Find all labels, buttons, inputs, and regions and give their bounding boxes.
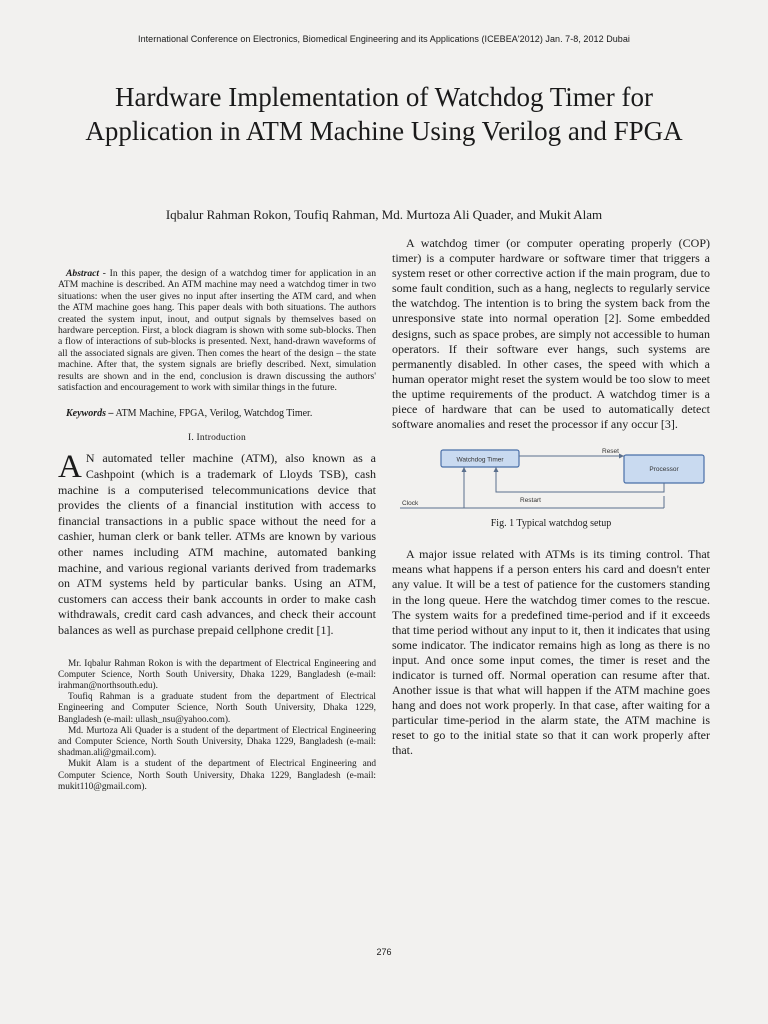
- figure-watchdog-setup: [392, 444, 710, 516]
- abstract-label: Abstract -: [66, 268, 106, 279]
- drop-cap: A: [58, 449, 82, 486]
- restart-arrow: [494, 467, 499, 472]
- clock-label: Clock: [402, 500, 419, 508]
- keywords-label: Keywords –: [66, 408, 114, 420]
- left-column: [58, 268, 376, 793]
- introduction-text: N automated teller machine (ATM), also known as a Cashpoint (which is a trademark of Lloyds TSB), cash machine is a computerised telecommunications device that provides the clients of a financial institution with access to financial transactions in a public space without the need for a cashier, human clerk or bank teller. ATMs are known by various other names including ATM machine, automated banking machine, and various regional variants derived from trademarks on ATM systems held by particular banks. Using an ATM, customers can access their bank accounts in order to make cash withdrawals, credit card cash advances, and check their account balances as well as purchase prepaid cellphone credit [1].: [58, 451, 376, 637]
- body-paragraph: A major issue related with ATMs is its timing control. That means what happens if a person enters his card and doesn't enter any value. It will be a test of patience for the customers standing in the long queue. Here the watchdog timer comes to the rescue. The system waits for a predefined time-period and if it exceeds that time period without any input to it, then it indicates that using some indicator. The indicator remains high as long as there is no input. And once some input comes, the timer is reset and the indicator is turned off. Normal operation can resume after that. Another issue is that what will happen if the ATM machine goes hang and does not work properly. In that case, after waiting for a particular time-period in the alarm state, the ATM machine is reset to go to the initial state so that it can work properly after that.: [392, 547, 710, 758]
- restart-label: Restart: [520, 497, 541, 505]
- keywords: [58, 408, 376, 420]
- reset-arrow: [619, 454, 624, 459]
- body-paragraph: A watchdog timer (or computer operating properly (COP) timer) is a computer hardware or software timer that triggers a system reset or other corrective action if the main program, due to some fault condition, such as a hang, neglects to regularly service the watchdog. The intention is to bring the system back from the unresponsive state into normal operation [2]. Some embedded designs, such as space probes, are simply not accessible to human operators. If their software ever hangs, such systems are permanently disabled. In other cases, the speed with which a human operator might reset the system would be too slow to meet the uptime requirements of the product. A watchdog timer is a piece of hardware that can be used to automatically detect software anomalies and reset the processor if any occur [3].: [392, 236, 710, 432]
- reset-label: Reset: [602, 448, 619, 456]
- watchdog-timer-label: Watchdog Timer: [456, 456, 504, 464]
- figure-caption: Fig. 1 Typical watchdog setup: [490, 518, 612, 530]
- abstract-text: In this paper, the design of a watchdog timer for application in an ATM machine is described. An ATM machine may need a watchdog timer in two situations: when the user gives no input after inserting the ATM card, and when the ATM machine goes hang. This paper deals with both situations. The authors created the system input, inout, and output signals by themselves based on hardware perception. First, a block diagram is shown with some sub-blocks. Then a flow of interactions of sub-blocks is presented. Next, hand-drawn waveforms of all the associated signals are given. Then comes the heart of the design – the state machine. After that, the system signals are briefly described. Next, simulation results are shown and in the end, conclusion is drawn discussing the authors' satisfaction and encouragement to work with similar things in the future.: [58, 268, 376, 394]
- introduction-paragraph: [58, 451, 376, 638]
- watchdog-diagram: [396, 444, 706, 516]
- author-footnotes: [58, 659, 376, 793]
- section-heading-introduction: I. Introduction: [188, 433, 246, 444]
- right-column: [392, 236, 710, 759]
- keywords-text: ATM Machine, FPGA, Verilog, Watchdog Timer.: [115, 408, 313, 420]
- footnote: Mr. Iqbalur Rahman Rokon is with the department of Electrical Engineering and Computer Science, North South University, Dhaka 1229, Bangladesh (e-mail: irahman@northsouth.edu).: [58, 658, 376, 691]
- footnote: Toufiq Rahman is a graduate student from the department of Electrical Engineering and Computer Science, North South University, Dhaka 1229, Bangladesh (e-mail: ullash_nsu@yahoo.com).: [58, 692, 376, 725]
- processor-label: Processor: [649, 466, 679, 474]
- author-list: Iqbalur Rahman Rokon, Toufiq Rahman, Md. Murtoza Ali Quader, and Mukit Alam: [165, 207, 603, 222]
- abstract: [58, 268, 376, 393]
- footnote: Mukit Alam is a student of the department of Electrical Engineering and Computer Science, North South University, Dhaka 1229, Bangladesh (e-mail: mukit110@gmail.com).: [58, 759, 376, 792]
- footnote: Md. Murtoza Ali Quader is a student of the department of Electrical Engineering and Computer Science, North South University, Dhaka 1229, Bangladesh (e-mail: shadman.ali@gmail.com).: [58, 725, 376, 759]
- conference-header: International Conference on Electronics, Biomedical Engineering and its Applications (ICEBEA'2012) Jan. 7-8, 2012 Dubai: [138, 34, 630, 44]
- page-number: 276: [376, 947, 392, 957]
- paper-title: Hardware Implementation of Watchdog Timer for Application in ATM Machine Using Verilog and FPGA: [85, 82, 683, 146]
- clock-watchdog-arrow: [462, 467, 467, 472]
